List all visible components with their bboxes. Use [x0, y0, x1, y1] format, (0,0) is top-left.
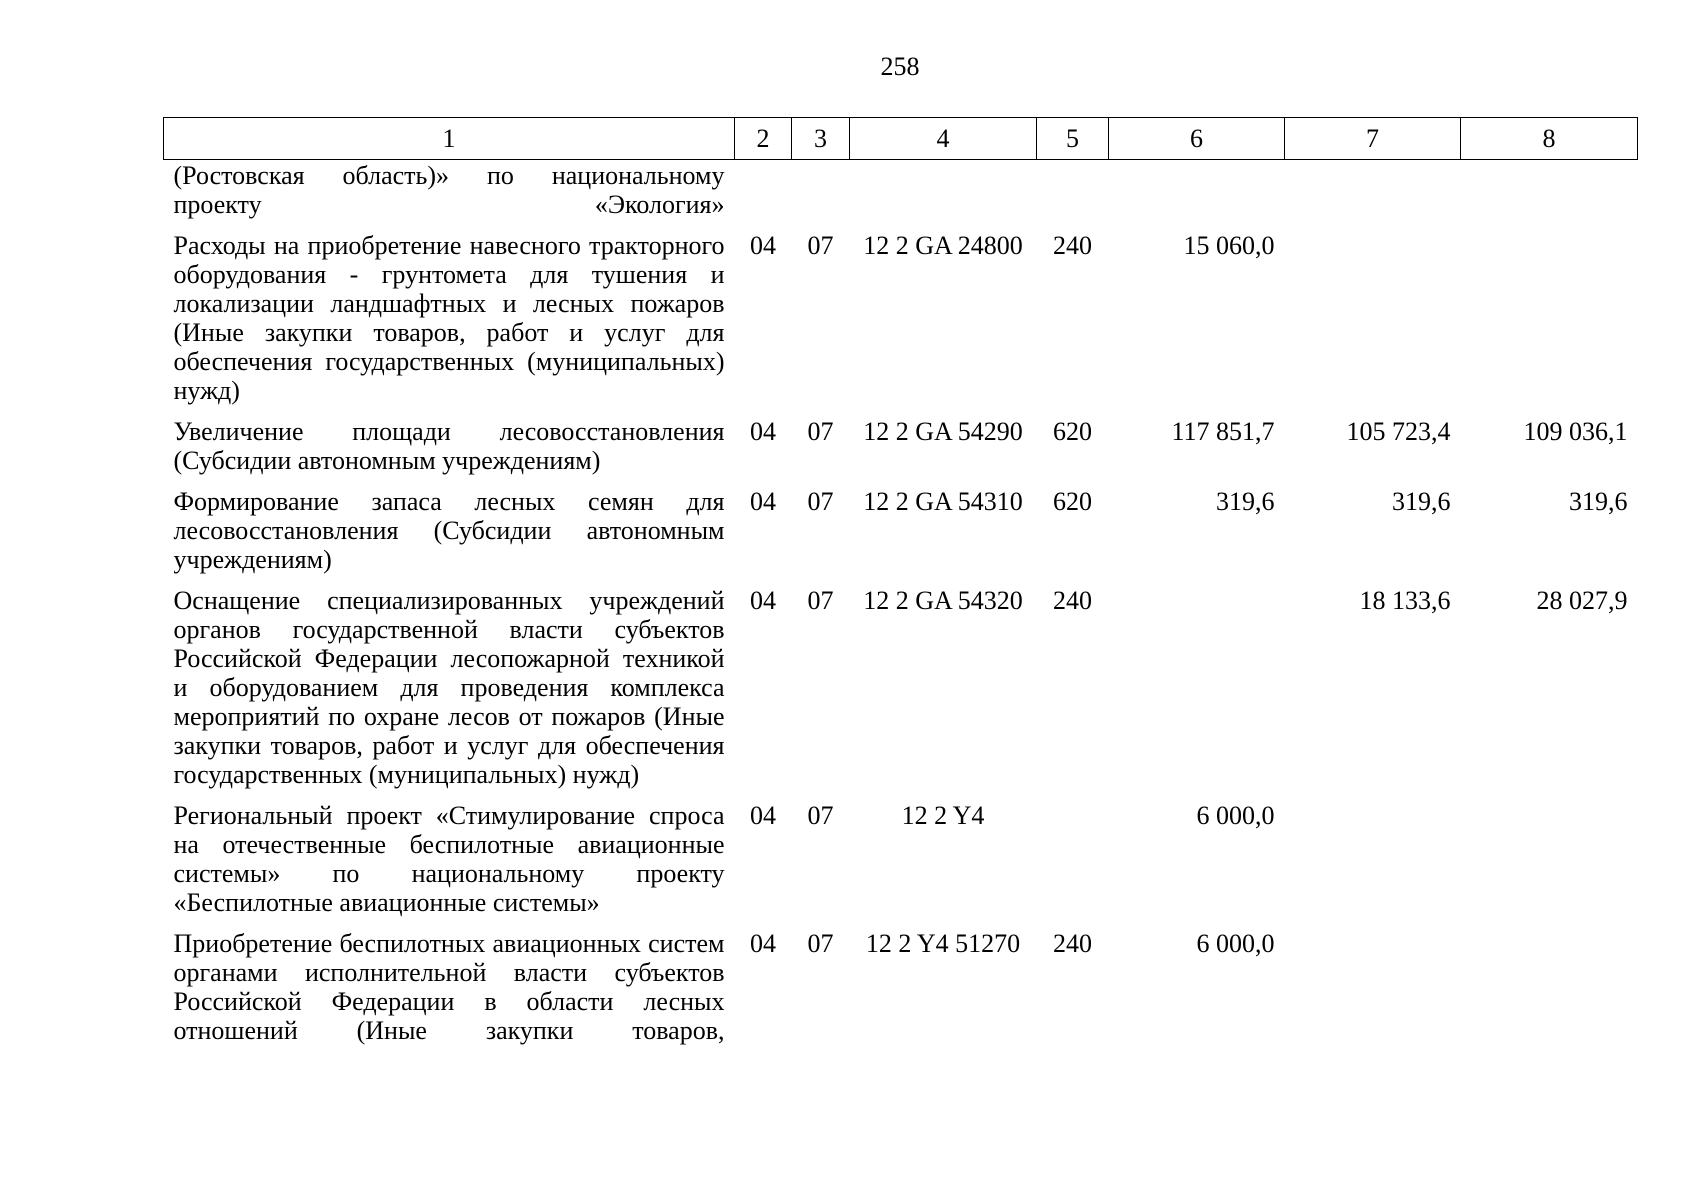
- amount-year-3: 28 027,9: [1536, 586, 1628, 615]
- expense-name: Региональный проект «Стимулирование спроса на отечественные беспилотные авиационные системы» по национальному проекту «Беспилотные авиационные системы»: [173, 801, 725, 917]
- expense-name: Оснащение специализированных учреждений органов государственной власти субъектов Российской Федерации лесопожарной техникой и оборудованием для проведения комплекса мероприятий по охране лесов от пожаров (Иные закупки товаров, работ и услуг для обеспечения государственных (муниципальных) нужд): [173, 586, 725, 789]
- subsection-code: 07: [807, 487, 834, 516]
- subsection-code: 07: [807, 586, 834, 615]
- section-code: 04: [750, 586, 776, 615]
- amount-year-3: [1461, 231, 1638, 417]
- amount-year-3: [1461, 160, 1638, 232]
- amount-year-2: [1285, 929, 1461, 1057]
- column-header: 4: [850, 118, 1037, 160]
- amount-year-2: 18 133,6: [1359, 586, 1451, 615]
- column-header: 2: [735, 118, 792, 160]
- table-row: [164, 160, 1638, 232]
- column-header: 3: [792, 118, 850, 160]
- table-row: [164, 487, 1638, 586]
- table-row: [164, 231, 1638, 417]
- header-row: [164, 118, 1638, 160]
- expense-type-code: 240: [1053, 231, 1092, 260]
- amount-year-1: 15 060,0: [1183, 231, 1275, 260]
- amount-year-2: [1285, 231, 1461, 417]
- subsection-code: [792, 160, 850, 232]
- target-article-code: [850, 160, 1037, 232]
- subsection-code: 07: [807, 801, 834, 830]
- amount-year-2: 319,6: [1392, 487, 1451, 516]
- table-row: [164, 417, 1638, 487]
- column-header: 1: [164, 118, 735, 160]
- subsection-code: 07: [807, 929, 834, 958]
- target-article-code: 12 2 GA 24800: [863, 231, 1023, 260]
- target-article-code: 12 2 GA 54310: [863, 487, 1023, 516]
- amount-year-3: [1461, 801, 1638, 929]
- column-header: 6: [1109, 118, 1285, 160]
- amount-year-2: [1285, 160, 1461, 232]
- target-article-code: 12 2 GA 54320: [863, 586, 1023, 615]
- expense-type-code: [1037, 801, 1109, 929]
- section-code: 04: [750, 929, 776, 958]
- expense-type-code: 240: [1053, 929, 1092, 958]
- column-header: 8: [1461, 118, 1638, 160]
- amount-year-3: 109 036,1: [1523, 417, 1628, 446]
- amount-year-1: [1109, 160, 1285, 232]
- budget-table: [163, 117, 1638, 1057]
- section-code: 04: [750, 417, 776, 446]
- expense-name: Расходы на приобретение навесного тракторного оборудования - грунтомета для тушения и локализации ландшафтных и лесных пожаров (Иные закупки товаров, работ и услуг для обеспечения государственных (муниципальных) нужд): [173, 231, 725, 405]
- expense-name: Приобретение беспилотных авиационных систем органами исполнительной власти субъектов Российской Федерации в области лесных отношений (Иные закупки товаров,: [173, 929, 725, 1045]
- amount-year-1: 319,6: [1216, 487, 1275, 516]
- amount-year-1: 6 000,0: [1196, 929, 1275, 958]
- subsection-code: 07: [807, 231, 834, 260]
- expense-name: (Ростовская область)» по национальному проекту «Экология»: [173, 161, 725, 219]
- expense-type-code: 240: [1053, 586, 1092, 615]
- amount-year-1: [1109, 586, 1285, 801]
- section-code: [735, 160, 792, 232]
- expense-name: Формирование запаса лесных семян для лесовосстановления (Субсидии автономным учреждениям): [173, 487, 725, 574]
- table-row: [164, 586, 1638, 801]
- column-header: 7: [1285, 118, 1461, 160]
- expense-type-code: [1037, 160, 1109, 232]
- table-row: [164, 801, 1638, 929]
- expense-type-code: 620: [1053, 487, 1092, 516]
- amount-year-3: 319,6: [1569, 487, 1628, 516]
- expense-name: Увеличение площади лесовосстановления (Субсидии автономным учреждениям): [173, 417, 725, 475]
- target-article-code: 12 2 Y4: [901, 801, 985, 830]
- table-row: [164, 929, 1638, 1057]
- amount-year-2: [1285, 801, 1461, 929]
- amount-year-3: [1461, 929, 1638, 1057]
- expense-type-code: 620: [1053, 417, 1092, 446]
- subsection-code: 07: [807, 417, 834, 446]
- amount-year-1: 117 851,7: [1171, 417, 1275, 446]
- section-code: 04: [750, 801, 776, 830]
- page-number: 258: [880, 52, 920, 81]
- amount-year-2: 105 723,4: [1346, 417, 1451, 446]
- target-article-code: 12 2 Y4 51270: [865, 929, 1021, 958]
- column-header: 5: [1037, 118, 1109, 160]
- section-code: 04: [750, 231, 776, 260]
- section-code: 04: [750, 487, 776, 516]
- target-article-code: 12 2 GA 54290: [863, 417, 1023, 446]
- amount-year-1: 6 000,0: [1196, 801, 1275, 830]
